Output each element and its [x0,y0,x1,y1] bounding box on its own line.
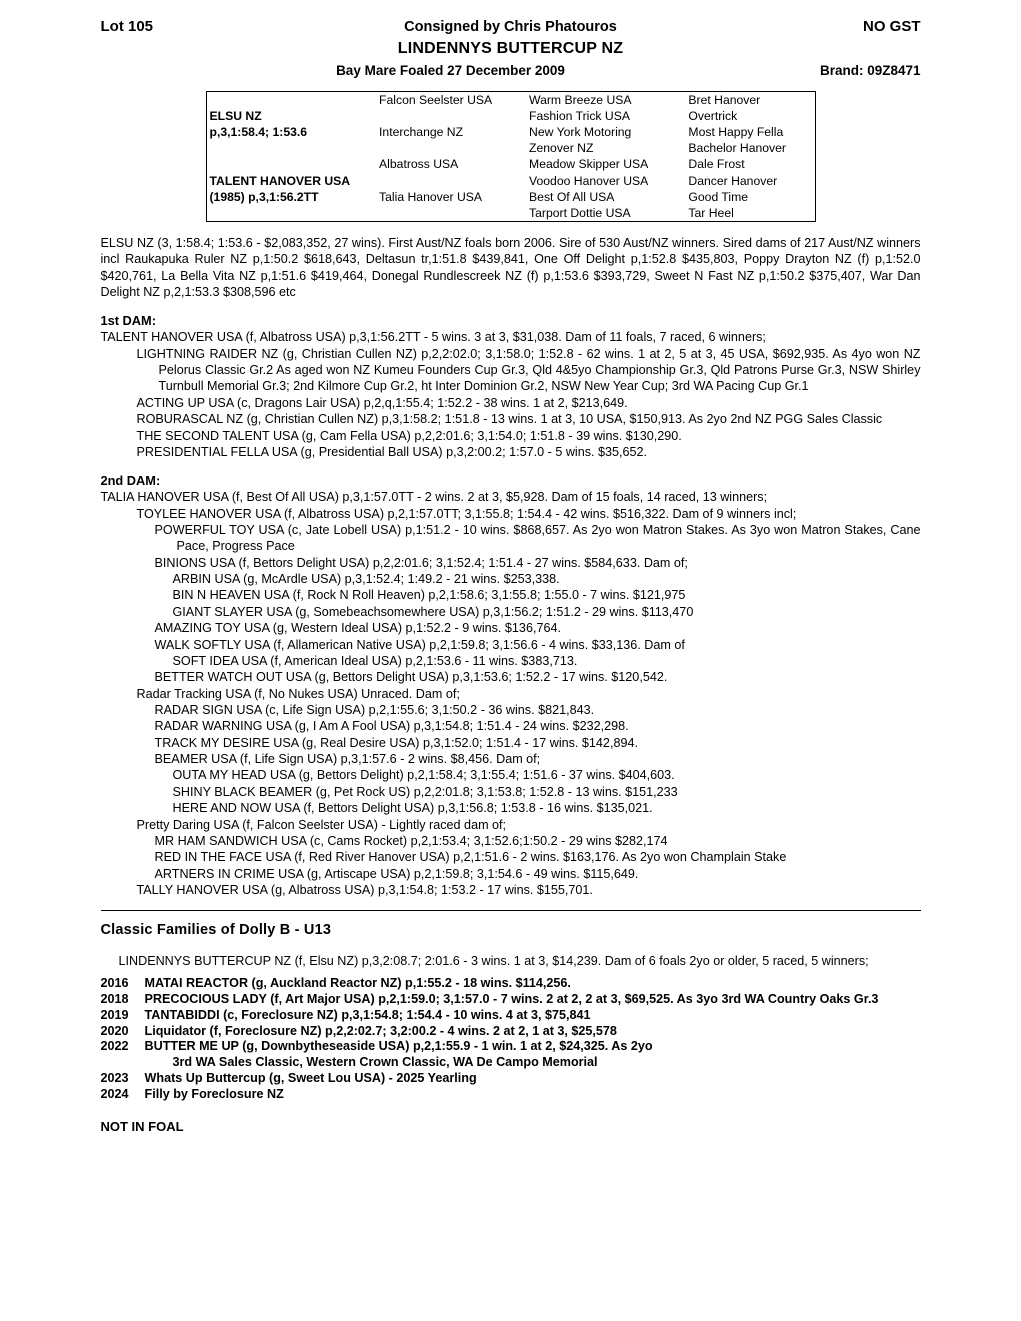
pedigree-cell: Tar Heel [688,205,734,220]
horse-description: Bay Mare Foaled 27 December 2009 [336,63,565,79]
table-row [207,205,815,221]
gst-status: NO GST [862,18,921,35]
pedigree-cell-sire-name: ELSU NZ [209,109,262,124]
pedigree-cell: Falcon Seelster USA [379,93,493,108]
produce-year: 2019 [100,1007,129,1022]
list-item: RADAR WARNING USA (g, I Am A Fool USA) p,3,1:54.8; 1:51.4 - 24 wins. $232,298. [154,719,629,734]
list-item [101,1071,921,1087]
pedigree-cell [376,140,526,156]
list-item: THE SECOND TALENT USA (g, Cam Fella USA) p,2,2:01.6; 3,1:54.0; 1:51.8 - 39 wins. $130,290. [136,428,682,443]
table-row [207,140,815,156]
pedigree-cell: Bachelor Hanover [688,141,786,156]
pedigree-cell: Voodoo Hanover USA [529,173,649,188]
first-dam-heading: 1st DAM: [100,313,156,329]
pedigree-cell: Dancer Hanover [688,173,778,188]
table-row [207,92,815,108]
pedigree-cell-dam-name: TALENT HANOVER USA [209,173,351,188]
pedigree-table [206,91,816,222]
pedigree-cell: Interchange NZ [379,125,464,140]
pedigree-cell-sire-line [207,92,377,108]
produce-detail-continuation: 3rd WA Sales Classic, Western Crown Classic, WA De Campo Memorial [172,1055,598,1070]
second-dam-section [101,473,921,898]
classic-families-title: Classic Families of Dolly B - U13 [100,922,332,939]
pedigree-cell: Overtrick [688,109,738,124]
produce-year: 2018 [100,991,129,1006]
list-item: Pretty Daring USA (f, Falcon Seelster USA) - Lightly raced dam of; [136,817,507,832]
second-dam-heading: 2nd DAM: [100,473,161,489]
list-item: ROBURASCAL NZ (g, Christian Cullen NZ) p,3,1:58.2; 1:51.8 - 13 wins. 1 at 3, 10 USA, $150,913. As 2yo 2nd NZ PGG Sales Classic [136,412,883,427]
list-item [101,992,921,1008]
pedigree-cell-dam-record: (1985) p,3,1:56.2TT [209,189,319,204]
list-item: ACTING UP USA (c, Dragons Lair USA) p,2,q,1:55.4; 1:52.2 - 38 wins. 1 at 2, $213,649. [136,395,628,410]
list-item [101,1024,921,1040]
list-item: SHINY BLACK BEAMER (g, Pet Rock US) p,2,2:01.8; 3,1:53.8; 1:52.8 - 13 wins. $151,233 [172,784,678,799]
list-item: BIN N HEAVEN USA (f, Rock N Roll Heaven) p,2,1:58.6; 3,1:55.8; 1:55.0 - 7 wins. $121,975 [172,588,686,603]
list-item: BETTER WATCH OUT USA (g, Bettors Delight USA) p,3,1:53.6; 1:52.2 - 17 wins. $120,542. [154,670,668,685]
pedigree-cell [207,156,377,172]
consignor: Consigned by Chris Phatouros [404,19,617,35]
produce-detail: MATAI REACTOR (g, Auckland Reactor NZ) p,1:55.2 - 18 wins. $114,256. [144,975,571,990]
status-badge: NOT IN FOAL [100,1118,184,1134]
list-item: ARBIN USA (g, McArdle USA) p,3,1:52.4; 1:49.2 - 21 wins. $253,338. [172,572,560,587]
pedigree-cell: Most Happy Fella [688,125,784,140]
page-title: LINDENNYS BUTTERCUP NZ [397,39,624,57]
list-item: PRESIDENTIAL FELLA USA (g, Presidential Ball USA) p,3,2:00.2; 1:57.0 - 5 wins. $35,652. [136,444,648,459]
produce-year: 2023 [100,1071,129,1086]
pedigree-cell-sire-record: p,3,1:58.4; 1:53.6 [209,125,308,140]
pedigree-cell: Albatross USA [379,157,459,172]
table-row [207,108,815,124]
list-item: RADAR SIGN USA (c, Life Sign USA) p,2,1:55.6; 3,1:50.2 - 36 wins. $821,843. [154,703,595,717]
list-item [101,1087,921,1103]
sire-summary-text: ELSU NZ (3, 1:58.4; 1:53.6 - $2,083,352, 27 wins). First Aust/NZ foals born 2006. Sire of 530 Aust/NZ winners. Sired dams of 217 Aust/NZ winners incl Raukapuka Ruler NZ p,1:50.2 $618,643, Deltasun tr,1:51.8 $439,841, One Off Delight p,1:52.8 $435,803, Poppy Drayton NZ (f) p,1:52.0 $420,761, La Bella Vita NZ p,1:51.6 $419,464, Donegal Rundlescreek NZ (f) p,1:53.6 $393,729, Sweet N Fast NZ p,1:50.2 $375,407, War Dan Delight NZ p,2,1:53.3 $308,596 etc [100,235,921,299]
list-item: WALK SOFTLY USA (f, Allamerican Native USA) p,2,1:59.8; 3,1:56.6 - 4 wins. $33,136. Dam of [154,637,685,652]
produce-detail: TANTABIDDI (c, Foreclosure NZ) p,3,1:54.8; 1:54.4 - 10 wins. 4 at 3, $75,841 [144,1007,591,1022]
list-item: AMAZING TOY USA (g, Western Ideal USA) p,1:52.2 - 9 wins. $136,764. [154,621,561,636]
pedigree-cell: Bret Hanover [688,93,761,108]
list-item [101,976,921,992]
pedigree-cell: New York Motoring [529,125,632,140]
produce-year: 2016 [100,975,129,990]
table-row [207,173,815,189]
table-row [207,124,815,140]
list-item: TALLY HANOVER USA (g, Albatross USA) p,3,1:54.8; 1:53.2 - 17 wins. $155,701. [136,882,593,897]
list-item: OUTA MY HEAD USA (g, Bettors Delight) p,2,1:58.4; 3,1:55.4; 1:51.6 - 37 wins. $404,603. [172,768,675,783]
second-dam-lead: TALIA HANOVER USA (f, Best Of All USA) p,3,1:57.0TT - 2 wins. 2 at 3, $5,928. Dam of 15 foals, 14 raced, 13 winners; [100,490,768,505]
produce-year: 2022 [100,1039,129,1054]
produce-detail: Liquidator (f, Foreclosure NZ) p,2,2:02.7; 3,2:00.2 - 4 wins. 2 at 2, 1 at 3, $25,578 [144,1023,617,1038]
list-item: ARTNERS IN CRIME USA (g, Artiscape USA) p,2,1:59.8; 3,1:54.6 - 49 wins. $115,649. [154,866,639,881]
list-item: Radar Tracking USA (f, No Nukes USA) Unraced. Dam of; [136,686,460,701]
list-item: BINIONS USA (f, Bettors Delight USA) p,2,2:01.6; 3,1:52.4; 1:51.4 - 27 wins. $584,633. Dam of; [154,555,688,570]
list-item: TRACK MY DESIRE USA (g, Real Desire USA) p,3,1:52.0; 1:51.4 - 17 wins. $142,894. [154,735,638,750]
pedigree-cell: Warm Breeze USA [529,93,632,108]
list-item: RED IN THE FACE USA (f, Red River Hanover USA) p,2,1:51.6 - 2 wins. $163,176. As 2yo won Champlain Stake [154,850,787,865]
list-item: MR HAM SANDWICH USA (c, Cams Rocket) p,2,1:53.4; 3,1:52.6;1:50.2 - 29 wins $282,174 [154,833,668,848]
produce-year: 2020 [100,1023,129,1038]
list-item: POWERFUL TOY USA (c, Jate Lobell USA) p,1:51.2 - 10 wins. $868,657. As 2yo won Matron Stakes. As 3yo won Matron Stakes, Cane Pace, Progress Pace [154,523,921,554]
list-item: GIANT SLAYER USA (g, Somebeachsomewhere USA) p,3,1:56.2; 1:51.2 - 29 wins. $113,470 [172,604,694,619]
pedigree-cell: Meadow Skipper USA [529,157,649,172]
lot-number: Lot 105 [100,18,154,35]
pedigree-cell: Zenover NZ [529,141,594,156]
list-item [101,1039,921,1071]
sire-summary-section [101,235,921,300]
first-dam-section [101,313,921,460]
header-top-row [101,18,921,37]
pedigree-cell [376,173,526,189]
produce-detail-main: BUTTER ME UP (g, Downbytheseaside USA) p,2,1:55.9 - 1 win. 1 at 2, $24,325. As 2yo [144,1039,653,1054]
pedigree-cell [207,205,377,221]
pedigree-cell [376,205,526,221]
produce-lead: LINDENNYS BUTTERCUP NZ (f, Elsu NZ) p,3,2:08.7; 2:01.6 - 3 wins. 1 at 3, $14,239. Dam of 6 foals 2yo or older, 5 raced, 5 winners; [118,953,869,968]
produce-year: 2024 [100,1086,129,1101]
list-item: LIGHTNING RAIDER NZ (g, Christian Cullen NZ) p,2,2:02.0; 3,1:58.0; 1:52.8 - 62 wins. 1 at 2, 5 at 3, 45 USA, $692,935. As 4yo won NZ Pelorus Classic Gr.2 As aged won NZ Kumeu Founders Cup Gr.3, Qld 4&5yo Championship Gr.3, Qld Patrons Purse Gr.3, NSW Shirley Turnbull Memorial Gr.3; 2nd Kilmore Cup Gr.2, ht Inter Dominion Gr.2, NSW New Year Cup; 3rd WA Pacing Cup Gr.1 [136,346,921,394]
pedigree-cell: Best Of All USA [529,189,615,204]
produce-detail: Filly by Foreclosure NZ [144,1086,284,1101]
list-item: BEAMER USA (f, Life Sign USA) p,3,1:57.6 - 2 wins. $8,456. Dam of; [154,752,541,767]
produce-record-section [101,953,921,1103]
list-item: SOFT IDEA USA (f, American Ideal USA) p,2,1:53.6 - 11 wins. $383,713. [172,653,578,668]
table-row [207,189,815,205]
produce-detail [145,1039,921,1071]
pedigree-cell: Tarport Dottie USA [529,205,631,220]
pedigree-cell: Fashion Trick USA [529,109,630,124]
list-item [101,1008,921,1024]
pedigree-cell [376,108,526,124]
pedigree-cell [207,140,377,156]
spacer [101,969,921,976]
list-item: HERE AND NOW USA (f, Bettors Delight USA) p,3,1:56.8; 1:53.8 - 16 wins. $135,021. [172,801,653,816]
list-item: TOYLEE HANOVER USA (f, Albatross USA) p,2,1:57.0TT; 3,1:55.8; 1:54.4 - 42 wins. $516,322. Dam of 9 winners incl; [136,506,797,521]
table-row [207,156,815,172]
brand-number: Brand: 09Z8471 [819,63,921,79]
page-content [101,0,921,1135]
pedigree-cell: Dale Frost [688,157,745,172]
section-divider [101,910,921,911]
first-dam-lead: TALENT HANOVER USA (f, Albatross USA) p,3,1:56.2TT - 5 wins. 3 at 3, $31,038. Dam of 11 foals, 7 raced, 6 winners; [100,330,766,345]
pedigree-cell: Talia Hanover USA [379,189,483,204]
produce-detail: Whats Up Buttercup (g, Sweet Lou USA) - 2025 Yearling [144,1071,477,1086]
pedigree-cell: Good Time [688,189,749,204]
produce-detail: PRECOCIOUS LADY (f, Art Major USA) p,2,1:59.0; 3,1:57.0 - 7 wins. 2 at 2, 2 at 3, $69,525. As 3yo 3rd WA Country Oaks Gr.3 [144,991,879,1006]
header-description-row [101,62,921,79]
